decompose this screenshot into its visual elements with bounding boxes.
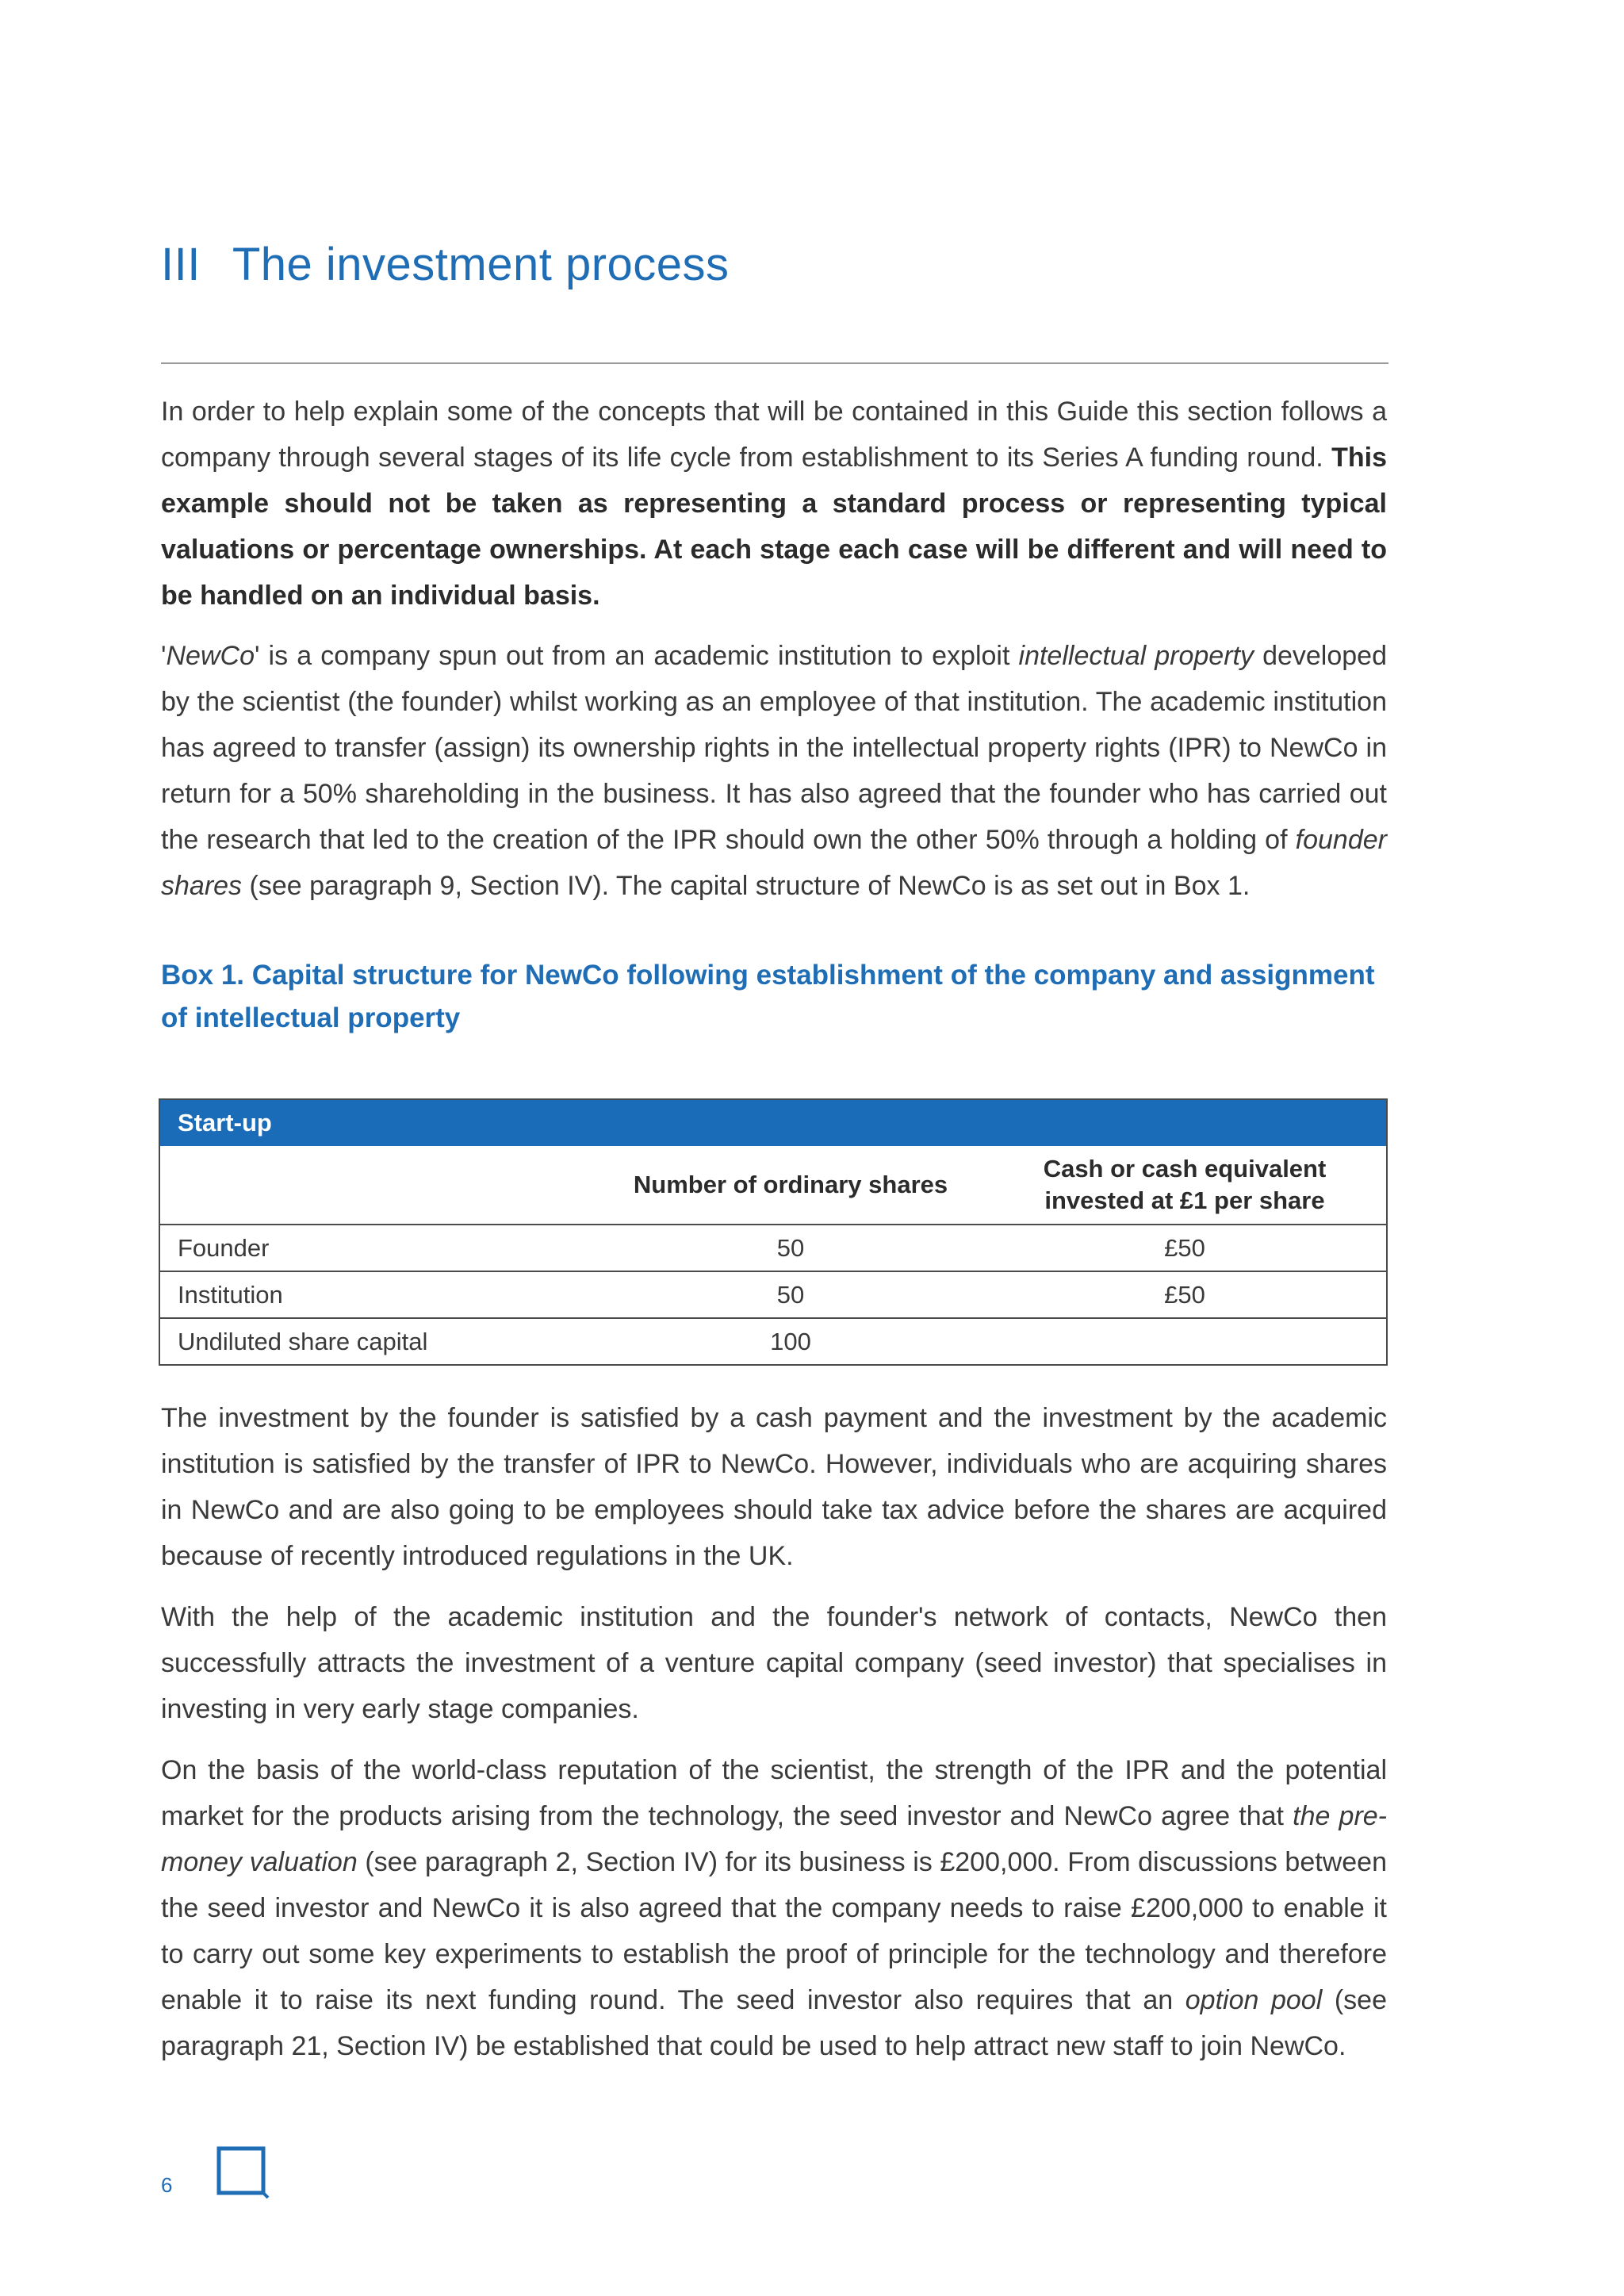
after-table-block <box>161 1395 1387 2069</box>
intro-text: In order to help explain some of the concepts that will be contained in this Guide this section follows a company through several stages of its life cycle from establishment to its Series A funding round. <box>161 397 1387 473</box>
row-label: Institution <box>178 1280 283 1309</box>
section-heading <box>161 238 730 291</box>
row-label: Founder <box>178 1233 270 1262</box>
table-row <box>160 1224 1386 1271</box>
p5-text-c: (see paragraph 21, Section IV) be established that could be used to help attract new staff to join NewCo. <box>161 1985 1387 2061</box>
heading-divider <box>161 362 1388 364</box>
intro-paragraph-1 <box>161 389 1387 619</box>
table-column-headers <box>160 1146 1386 1224</box>
ip-term: intellectual property <box>1018 641 1254 671</box>
disclaimer-bold: This example should not be taken as representing a standard process or representing typical valuations or percentage ownerships. At each stage each case will be different and will need to be handled on an individual basis. <box>161 443 1387 611</box>
row-shares: 50 <box>776 1233 805 1262</box>
intro-paragraph-2 <box>161 633 1387 909</box>
quote-open: ' <box>161 641 167 671</box>
p2-text-c: (see paragraph 9, Section IV). The capital structure of NewCo is as set out in Box 1. <box>242 871 1251 901</box>
col-shares-header: Number of ordinary shares <box>633 1171 948 1198</box>
row-cash <box>983 1319 1386 1364</box>
page-number: 6 <box>161 2173 173 2197</box>
newco-term: NewCo <box>166 641 255 671</box>
book-corner-icon <box>216 2145 271 2201</box>
row-shares: 50 <box>776 1280 805 1309</box>
table-row <box>160 1317 1386 1364</box>
p5-text-a: On the basis of the world-class reputation of the scientist, the strength of the IPR and the potential market for the products arising from the technology, the seed investor and NewCo agree that <box>161 1755 1387 1831</box>
founder-shares-term: founder shares <box>161 825 1387 901</box>
option-pool-term: option pool <box>1185 1985 1323 2015</box>
section-title: The investment process <box>232 239 730 290</box>
premoney-term: the pre-money valuation <box>161 1801 1387 1877</box>
col-cash-header <box>983 1146 1386 1224</box>
col-cash-line2: invested at £1 per share <box>1044 1186 1325 1214</box>
row-cash: £50 <box>1164 1280 1205 1309</box>
col-cash-line1: Cash or cash equivalent <box>1043 1155 1327 1182</box>
p2-text-b: developed by the scientist (the founder) whilst working as an employee of that institution. The academic institution has agreed to transfer (assign) its ownership rights in the intellectual property rights (IPR) to NewCo in return for a 50% shareholding in the business. It has also agreed that the founder who has carried out the research that led to the creation of the IPR should own the other 50% through a holding of <box>161 641 1387 855</box>
p5-text-b: (see paragraph 2, Section IV) for its business is £200,000. From discussions between the seed investor and NewCo it is also agreed that the company needs to raise £200,000 to enable it to carry out some key experiments to establish the proof of principle for the technology and therefore enable it to raise its next funding round. The seed investor also requires that an <box>161 1847 1387 2015</box>
row-label: Undiluted share capital <box>178 1327 428 1355</box>
table-row <box>160 1271 1386 1317</box>
table-header: Start-up <box>160 1100 1386 1146</box>
intro-block <box>161 389 1387 909</box>
paragraph-3: The investment by the founder is satisfied by a cash payment and the investment by the academic institution is satisfied by the transfer of IPR to NewCo. However, individuals who are acquiring shares in NewCo and are also going to be employees should take tax advice before the shares are acquired because of recently introduced regulations in the UK. <box>161 1403 1387 1571</box>
paragraph-4: With the help of the academic institution and the founder's network of contacts, NewCo then successfully attracts the investment of a venture capital company (seed investor) that specialises in investing in very early stage companies. <box>161 1602 1387 1724</box>
paragraph-5 <box>161 1747 1387 2069</box>
row-cash: £50 <box>1164 1233 1205 1262</box>
capital-structure-table <box>159 1098 1388 1366</box>
p2-text-a: ' is a company spun out from an academic institution to exploit <box>254 641 1019 671</box>
row-shares: 100 <box>770 1327 811 1355</box>
box-title: Box 1. Capital structure for NewCo following establishment of the company and assignment of intellectual property <box>161 960 1375 1033</box>
section-number: III <box>161 239 201 290</box>
